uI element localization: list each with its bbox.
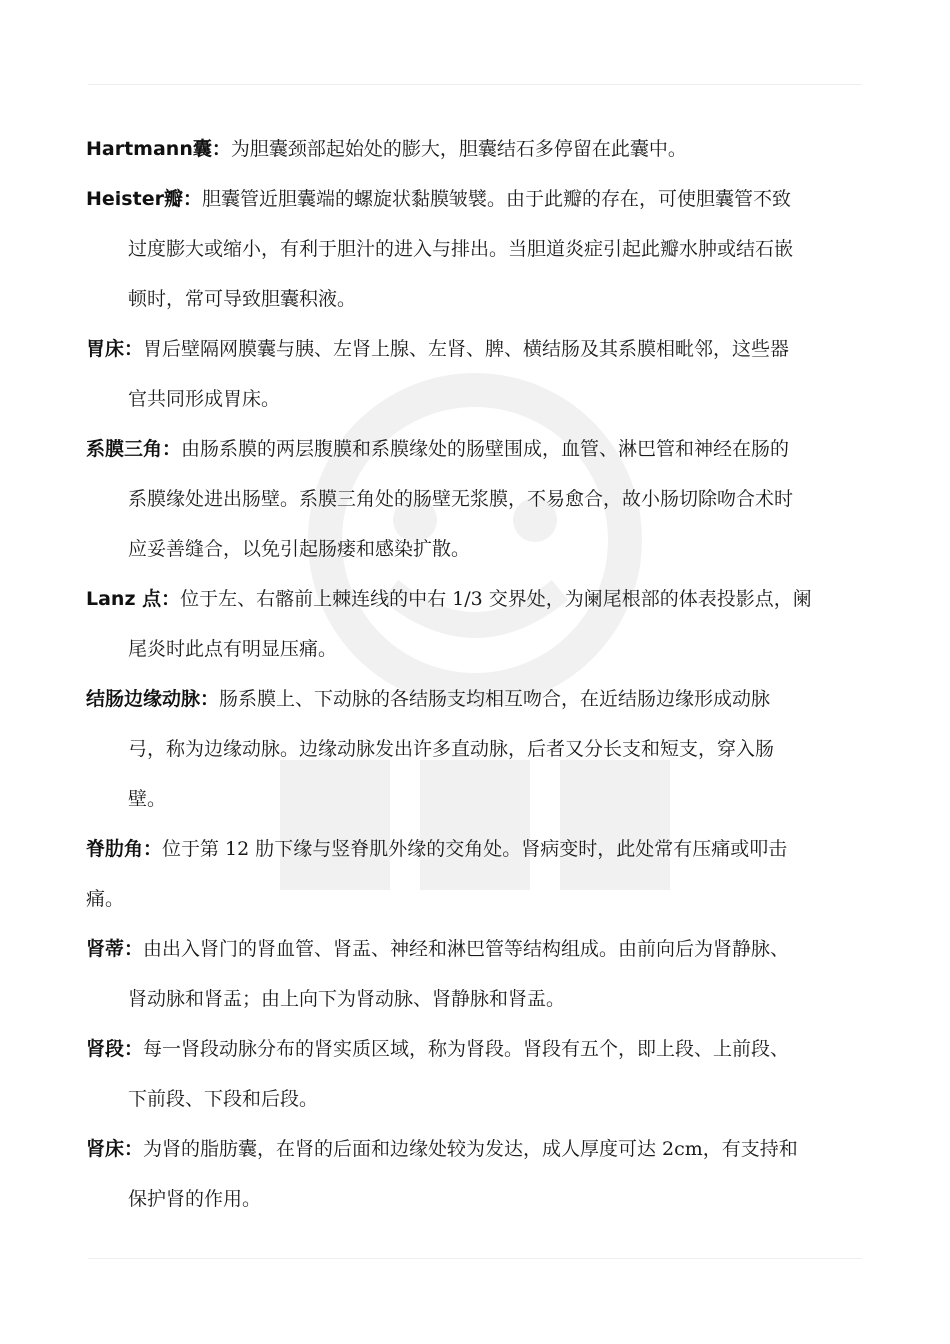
entry-text: 由出入肾门的肾血管、肾盂、神经和淋巴管等结构组成。由前向后为肾静脉、: [143, 938, 790, 960]
entry-renal-pedicle: [86, 924, 866, 1024]
entry-text: 肾动脉和肾盂；由上向下为肾动脉、肾静脉和肾盂。: [128, 988, 566, 1010]
glossary-list: [86, 124, 866, 1224]
entry-text: 系膜缘处进出肠壁。系膜三角处的肠壁无浆膜，不易愈合，故小肠切除吻合术时: [128, 488, 794, 510]
entry-text: 弓，称为边缘动脉。边缘动脉发出许多直动脉，后者又分长支和短支，穿入肠: [128, 738, 775, 760]
entry-term: 肾蒂：: [86, 938, 144, 960]
entry-text: 位于左、右髂前上棘连线的中右 1/3 交界处，为阑尾根部的体表投影点，阑: [180, 588, 812, 610]
entry-term: Lanz 点：: [86, 588, 181, 610]
entry-text: 壁。: [128, 788, 167, 810]
entry-renal-bed: [86, 1124, 866, 1224]
entry-text: 胆囊管近胆囊端的螺旋状黏膜皱襞。由于此瓣的存在，可使胆囊管不致: [201, 188, 791, 210]
entry-text: 肠系膜上、下动脉的各结肠支均相互吻合，在近结肠边缘形成动脉: [219, 688, 771, 710]
entry-term: 系膜三角：: [86, 438, 182, 460]
entry-text: 应妥善缝合，以免引起肠瘘和感染扩散。: [128, 538, 471, 560]
entry-costovertebral-angle: [86, 824, 866, 924]
entry-renal-segment: [86, 1024, 866, 1124]
entry-text: 保护肾的作用。: [128, 1188, 262, 1210]
entry-text: 过度膨大或缩小，有利于胆汁的进入与排出。当胆道炎症引起此瓣水肿或结石嵌: [128, 238, 794, 260]
entry-hartmann: [86, 124, 866, 174]
entry-marginal-artery: [86, 674, 866, 824]
entry-term: 肾床：: [86, 1138, 144, 1160]
entry-lanz-point: [86, 574, 866, 674]
entry-term: 肾段：: [86, 1038, 144, 1060]
entry-text: 位于第 12 肋下缘与竖脊肌外缘的交角处。肾病变时，此处常有压痛或叩击: [162, 838, 788, 860]
entry-text: 每一肾段动脉分布的肾实质区域，称为肾段。肾段有五个，即上段、上前段、: [143, 1038, 790, 1060]
entry-text: 为胆囊颈部起始处的膨大，胆囊结石多停留在此囊中。: [230, 138, 687, 160]
entry-text: 尾炎时此点有明显压痛。: [128, 638, 338, 660]
entry-text: 为肾的脂肪囊，在肾的后面和边缘处较为发达，成人厚度可达 2cm，有支持和: [143, 1138, 798, 1160]
entry-term: 结肠边缘动脉：: [86, 688, 220, 710]
entry-term: 胃床：: [86, 338, 144, 360]
entry-mesenteric-triangle: [86, 424, 866, 574]
entry-term: 脊肋角：: [86, 838, 163, 860]
entry-heister: [86, 174, 866, 324]
entry-text: 痛。: [86, 888, 125, 910]
entry-text: 胃后壁隔网膜囊与胰、左肾上腺、左肾、脾、横结肠及其系膜相毗邻，这些器: [143, 338, 790, 360]
entry-text: 由肠系膜的两层腹膜和系膜缘处的肠壁围成，血管、淋巴管和神经在肠的: [181, 438, 790, 460]
entry-text: 顿时，常可导致胆囊积液。: [128, 288, 357, 310]
bottom-divider: [88, 1258, 862, 1259]
entry-term: Hartmann囊：: [86, 138, 231, 160]
entry-term: Heister瓣：: [86, 188, 202, 210]
top-divider: [88, 84, 862, 85]
entry-text: 官共同形成胃床。: [128, 388, 281, 410]
entry-text: 下前段、下段和后段。: [128, 1088, 319, 1110]
entry-gastric-bed: [86, 324, 866, 424]
